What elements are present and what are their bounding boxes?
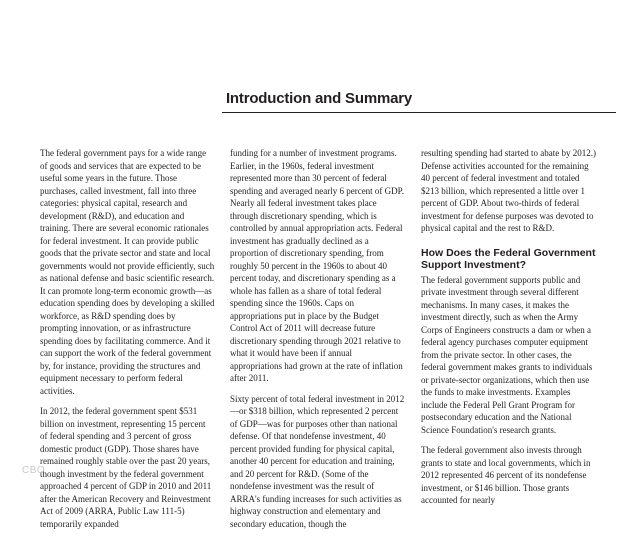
- paragraph: The federal government pays for a wide range of goods and services that are expected to be useful some years in the future. Those purchases, called investment, fall into three categories: physical capital, research and development (R&D), and education and training. There are several economic rationales for federal investment. It can provide public goods that the private sector and state and local governments would not provide efficiently, such as national defense and basic scientific research. It can promote long-term economic growth—as education spending does by developing a skilled workforce, as R&D spending does by prompting innovation, or as infrastructure spending does by facilitating commerce. And it can support the work of the federal government by, for instance, providing the structures and equipment necessary to perform federal activities.: [40, 148, 215, 396]
- text-column-2: [230, 147, 405, 538]
- paragraph: In 2012, the federal government spent $531 billion on investment, representing 15 percent of federal spending and 3 percent of gross domestic product (GDP). Those shares have remained roughly stable over the past 20 years, though investment by the federal government approached 4 percent of GDP in 2010 and 2011 after the American Recovery and Reinvestment Act of 2009 (ARRA, Public Law 111-5) temporarily expanded: [40, 406, 212, 529]
- text-column-1: [40, 147, 215, 538]
- cbo-logo: CBO: [22, 465, 46, 476]
- section-subheading: How Does the Federal Government Support Investment?: [421, 246, 596, 271]
- paragraph: Sixty percent of total federal investment in 2012—or $318 billion, which represented 2 percent of GDP—was for purposes other than national defense. Of that nondefense investment, 40 percent provided funding for physical capital, another 40 percent for education and training, and 20 percent for R&D. (Some of the nondefense investment was the result of ARRA's funding increases for such activities as highway construction and elementary and secondary education, though the: [230, 393, 405, 529]
- paragraph: The federal government supports public and private investment through several different mechanisms. In many cases, it makes the investment directly, such as when the Army Corps of Engineers constructs a dam or when a federal agency purchases computer equipment from the private sector. In other cases, the federal government makes grants to individuals or private-sector organizations, which then use the funds to make investments. Examples include the Federal Pell Grant Program for postsecondary education and the National Science Foundation's research grants.: [421, 274, 593, 435]
- page-title: Introduction and Summary: [225, 90, 413, 107]
- paragraph: The federal government also invests through grants to state and local governments, which in 2012 represented 46 percent of its nondefense investment, or $146 billion. Those grants accounted for nearly: [421, 445, 591, 505]
- text-column-3: [421, 147, 596, 515]
- paragraph: resulting spending had started to abate by 2012.) Defense activities accounted for the remaining 40 percent of federal investment and totaled $213 billion, which represented a little over 1 percent of GDP. About two-thirds of federal investment for defense purposes was devoted to physical capital and the rest to R&D.: [421, 148, 596, 233]
- paragraph: funding for a number of investment programs. Earlier, in the 1960s, federal investment represented more than 30 percent of federal spending and averaged nearly 6 percent of GDP. Nearly all federal investment takes place through discretionary spending, which is controlled by annual appropriation acts. Federal investment has gradually declined as a proportion of discretionary spending, from roughly 50 percent in the 1960s to about 40 percent today, and discretionary spending as a whole has fallen as a share of total federal spending since the 1960s. Caps on appropriations put in place by the Budget Control Act of 2011 will decrease future discretionary spending through 2021 relative to what it would have been if annual appropriations had grown at the rate of inflation after 2011.: [230, 148, 404, 383]
- title-rule: [222, 112, 616, 113]
